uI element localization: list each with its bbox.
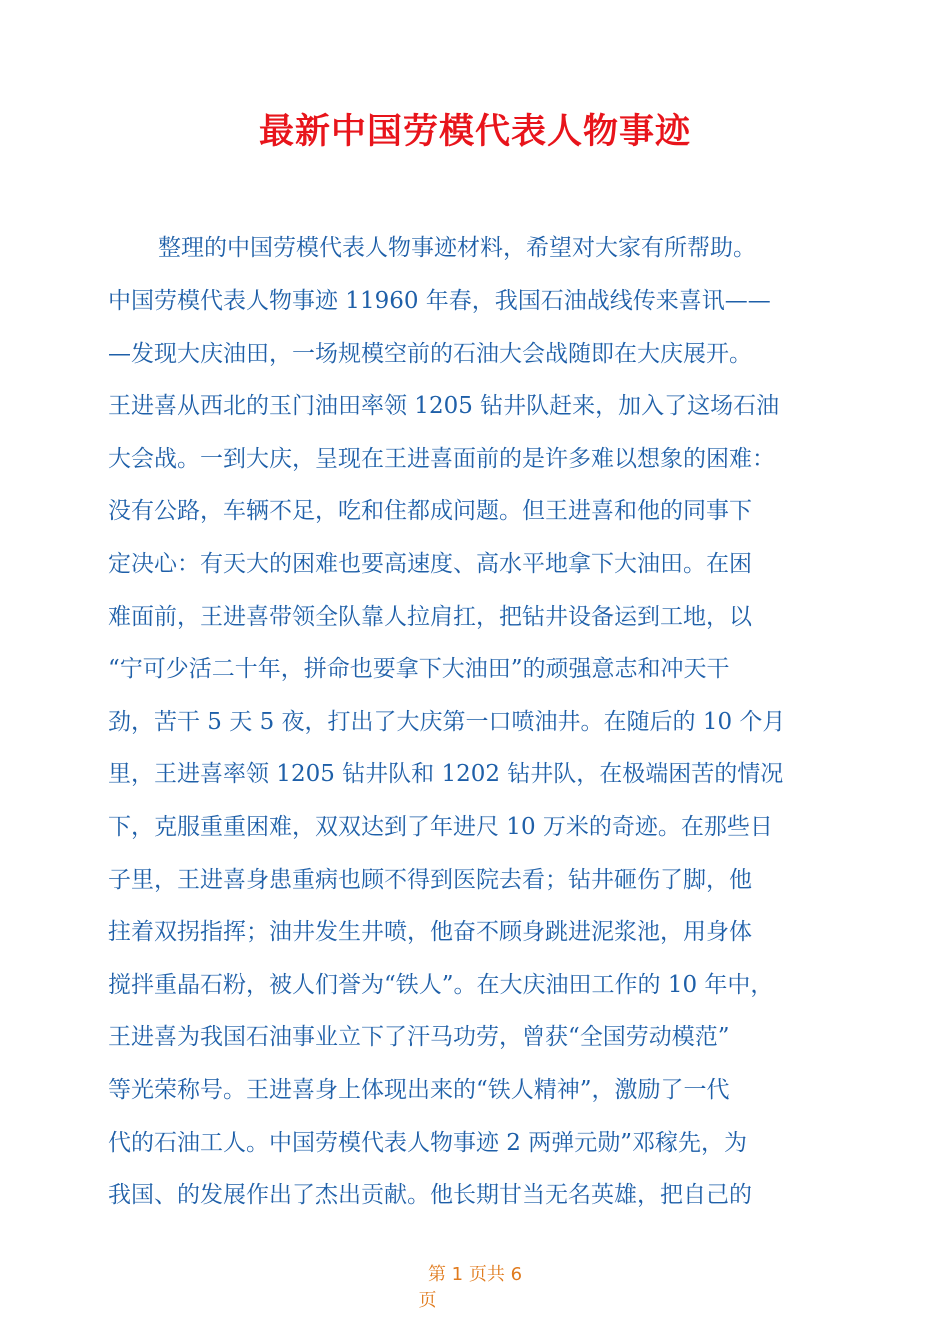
body-line: “宁可少活二十年，拼命也要拿下大油田”的顽强意志和冲天干 [108, 656, 730, 683]
body-line: 里，王进喜率领 1205 钻井队和 1202 钻井队，在极端困苦的情况 [108, 761, 784, 788]
document-title: 最新中国劳模代表人物事迹 [258, 112, 691, 152]
body-line: 搅拌重晶石粉，被人们誉为“铁人”。在大庆油田工作的 10 年中， [108, 971, 774, 998]
body-line: 王进喜从西北的玉门油田率领 1205 钻井队赶来，加入了这场石油 [108, 393, 780, 420]
page-number-line1: 第 1 页共 6 [427, 1264, 523, 1285]
body-line: 没有公路，车辆不足，吃和住都成问题。但王进喜和他的同事下 [108, 498, 752, 525]
body-line: 定决心：有天大的困难也要高速度、高水平地拿下大油田。在困 [108, 550, 752, 577]
body-line: 大会战。一到大庆，呈现在王进喜面前的是许多难以想象的困难： [108, 445, 775, 472]
body-line: 我国、的发展作出了杰出贡献。他长期甘当无名英雄，把自己的 [108, 1182, 752, 1209]
body-line: 子里，王进喜身患重病也顾不得到医院去看；钻井砸伤了脚，他 [108, 866, 752, 893]
page-number-line2: 页 [418, 1290, 437, 1311]
body-line: 代的石油工人。中国劳模代表人物事迹 2 两弹元勋”邓稼先，为 [108, 1129, 748, 1156]
body-line: 等光荣称号。王进喜身上体现出来的“铁人精神”，激励了一代 [108, 1076, 730, 1103]
body-line: 下，克服重重困难，双双达到了年进尺 10 万米的奇迹。在那些日 [108, 813, 773, 840]
body-line: 劲，苦干 5 天 5 夜，打出了大庆第一口喷油井。在随后的 10 个月 [108, 708, 786, 735]
body-text [108, 275, 868, 1222]
body-line: 中国劳模代表人物事迹 11960 年春，我国石油战线传来喜讯—— [108, 288, 771, 314]
body-line: —发现大庆油田，一场规模空前的石油大会战随即在大庆展开。 [108, 340, 752, 367]
body-line: 难面前，王进喜带领全队靠人拉肩扛，把钻井设备运到工地，以 [108, 603, 752, 630]
body-line: 拄着双拐指挥；油井发生井喷，他奋不顾身跳进泥浆池，用身体 [108, 919, 752, 946]
body-line: 王进喜为我国石油事业立下了汗马功劳，曾获“全国劳动模范” [108, 1024, 730, 1051]
intro-paragraph: 整理的中国劳模代表人物事迹材料，希望对大家有所帮助。 [158, 235, 756, 261]
